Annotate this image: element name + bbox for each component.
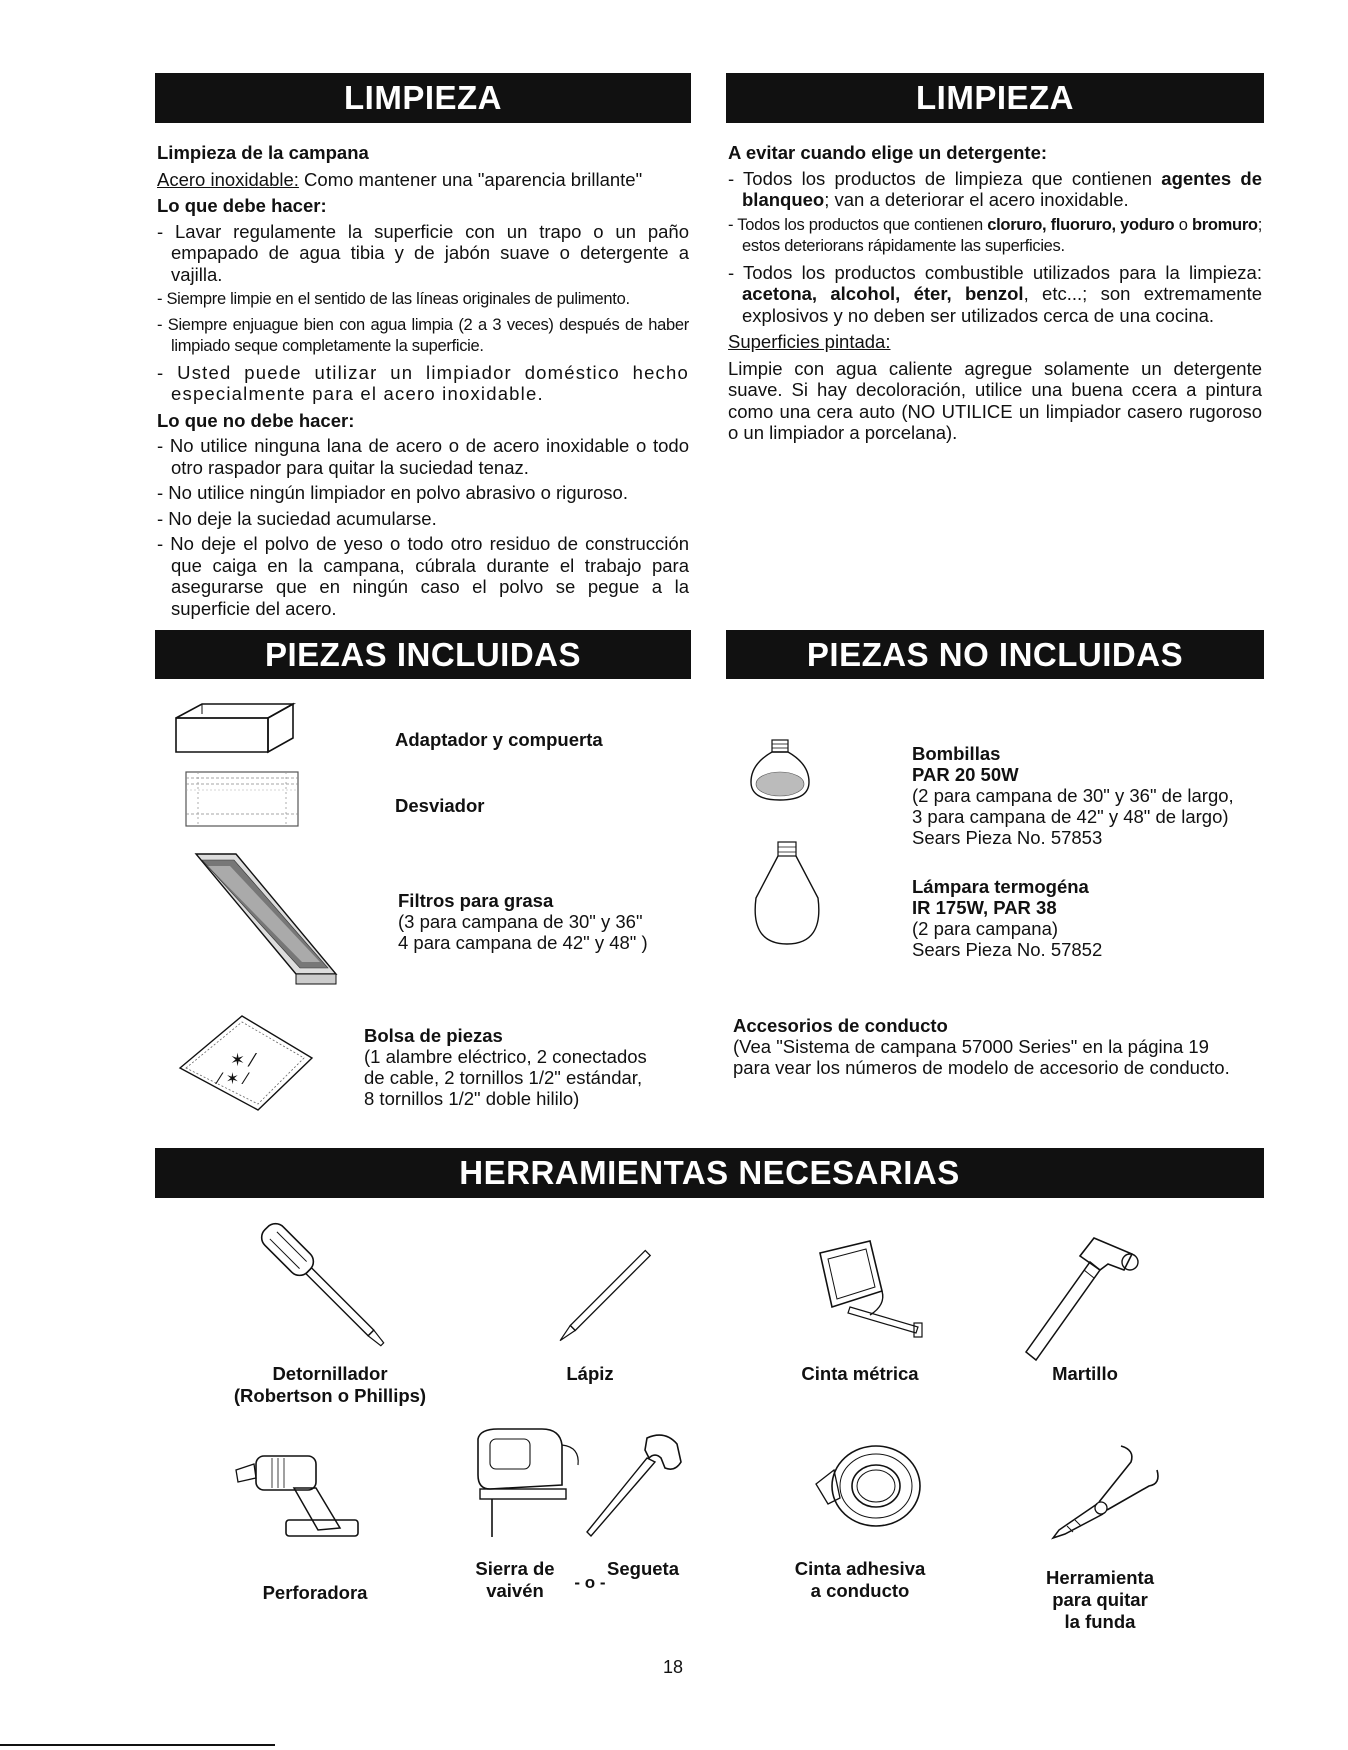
duct-tape-label — [780, 1558, 940, 1602]
jigsaw-icon — [470, 1425, 580, 1540]
deflector-label: Desviador — [395, 795, 485, 816]
duct-accessories-line: para vear los números de modelo de accesorio de conducto. — [733, 1057, 1230, 1078]
parts-bag-line: 8 tornillos 1/2" doble hililo) — [364, 1088, 580, 1109]
parts-bag-illustration — [172, 1010, 322, 1115]
banner-piezas-no-incluidas: PIEZAS NO INCLUIDAS — [726, 630, 1264, 679]
dont-item: - No deje la suciedad acumularse. — [157, 507, 437, 529]
banner-limpieza-right: LIMPIEZA — [726, 73, 1264, 123]
cleaning-left-column — [157, 142, 689, 619]
screwdriver-label-line: Detornillador — [272, 1363, 388, 1384]
jigsaw-label-line: Sierra de — [475, 1558, 555, 1579]
drill-label: Perforadora — [262, 1582, 368, 1603]
do-item: - Lavar regulamente la superficie con un trapo o un paño empapado de agua tibia y de jabón suave o detergente a vajilla. — [157, 220, 689, 285]
or-separator: - o - — [574, 1573, 606, 1592]
duct-tape-label-line: a conducto — [810, 1580, 910, 1601]
banner-limpieza-left: LIMPIEZA — [155, 73, 691, 123]
adapter-label: Adaptador y compuerta — [395, 729, 603, 750]
heat-lamp-line: Sears Pieza No. 57852 — [912, 939, 1103, 960]
do-item: - Usted puede utilizar un limpiador doméstico hecho especialmente para el acero inoxidable. — [157, 361, 689, 404]
jigsaw-label-line: vaivén — [486, 1580, 544, 1601]
duct-accessories-title: Accesorios de conducto — [733, 1015, 948, 1036]
grease-filters-item — [398, 890, 648, 953]
parts-bag-item — [364, 1025, 647, 1109]
do-item: - Siempre enjuague bien con agua limpia (2 a 3 veces) después de haber limpiado seque completamente la superficie. — [157, 315, 689, 355]
detergent-item-chloride: - Todos los productos que contienen cloruro, fluoruro, yoduro o bromuro; estos deteriorans rápidamente las superficies. — [728, 215, 1263, 255]
detergent-item-combustible: - Todos los productos combustible utilizados para la limpieza: acetona, alcohol, éter, benzol, etc...; son extremamente explosivos y no deben ser utilizados cerca de una cocina. — [728, 261, 1263, 326]
screwdriver-label-line: (Robertson o Phillips) — [233, 1385, 427, 1406]
svg-text:✶ ⁄: ✶ ⁄ — [230, 1050, 254, 1071]
parts-bag-title: Bolsa de piezas — [364, 1025, 503, 1046]
duct-tape-label-line: Cinta adhesiva — [794, 1558, 926, 1579]
bulbs-title: Bombillas — [912, 743, 1001, 764]
heat-lamp-model: IR 175W, PAR 38 — [912, 897, 1057, 918]
stainless-text: Como mantener una "aparencia brillante" — [298, 168, 643, 190]
page-number: 18 — [663, 1657, 684, 1677]
bulbs-line: Sears Pieza No. 57853 — [912, 827, 1103, 848]
dont-heading: Lo que no debe hacer: — [157, 409, 355, 431]
par20-bulb-illustration — [745, 738, 815, 804]
deflector-illustration — [184, 768, 302, 830]
dont-item: - No utilice ningún limpiador en polvo abrasivo o riguroso. — [157, 482, 628, 503]
footer-rule — [0, 1744, 275, 1746]
hammer-icon — [1020, 1228, 1155, 1363]
hammer-label: Martillo — [1052, 1363, 1118, 1384]
wire-stripper-label-line: Herramienta — [1046, 1567, 1154, 1588]
wire-stripper-icon — [1045, 1440, 1165, 1545]
painted-heading: Superficies pintada: — [728, 331, 891, 352]
parts-bag-line: (1 alambre eléctrico, 2 conectados — [364, 1046, 647, 1067]
heat-lamp-line: (2 para campana) — [912, 918, 1059, 939]
adapter-damper-illustration — [172, 700, 297, 758]
dont-item: - No deje el polvo de yeso o todo otro residuo de construcción que caiga en la campana, cúbrala durante el trabajo para asegurarse que en ningún caso el polvo se pegue a la superficie del acero. — [157, 533, 689, 619]
detergent-item-bleach: - Todos los productos de limpieza que contienen agentes de blanqueo; van a deteriorar el acero inoxidable. — [728, 167, 1262, 210]
duct-accessories-line: (Vea "Sistema de campana 57000 Series" en la página 19 — [733, 1036, 1209, 1057]
do-item: - Siempre limpie en el sentido de las líneas originales de pulimento. — [157, 290, 630, 308]
banner-herramientas: HERRAMIENTAS NECESARIAS — [155, 1148, 1264, 1198]
grease-filters-title: Filtros para grasa — [398, 890, 554, 911]
bulbs-line: 3 para campana de 42" y 48" de largo) — [912, 806, 1229, 827]
cleaning-title: Limpieza de la campana — [157, 142, 369, 163]
screwdriver-label — [225, 1363, 435, 1407]
bulbs-item — [912, 743, 1234, 848]
bulbs-model: PAR 20 50W — [912, 764, 1019, 785]
stainless-subtitle — [157, 169, 689, 191]
dont-item: - No utilice ninguna lana de acero o de acero inoxidable o todo otro raspador para quitar la suciedad tenaz. — [157, 435, 689, 478]
svg-text:⁄ ✶ ⁄: ⁄ ✶ ⁄ — [218, 1069, 247, 1088]
drill-icon — [232, 1440, 372, 1540]
grease-filters-line: (3 para campana de 30" y 36" — [398, 911, 643, 932]
pencil-label: Lápiz — [566, 1363, 614, 1384]
keyhole-saw-icon — [585, 1428, 685, 1538]
grease-filters-line: 4 para campana de 42" y 48" ) — [398, 932, 648, 953]
wire-stripper-label-line: para quitar — [1052, 1589, 1148, 1610]
screwdriver-icon — [250, 1212, 400, 1362]
do-heading: Lo que debe hacer: — [157, 195, 327, 216]
tape-measure-label: Cinta métrica — [801, 1363, 919, 1384]
stainless-label: Acero inoxidable: — [157, 168, 299, 190]
duct-tape-icon — [810, 1440, 930, 1540]
duct-accessories-item — [733, 1015, 1263, 1078]
wire-stripper-label-line: la funda — [1064, 1611, 1136, 1632]
parts-bag-line: de cable, 2 tornillos 1/2" estándar, — [364, 1067, 643, 1088]
painted-text: Limpie con agua caliente agregue solamente un detergente suave. Si hay decoloración, utilice una buena ccera a pintura como una cera auto (NO UTILICE un limpiador casero rugoroso o un limpiador a porcelana). — [728, 357, 1262, 443]
cleaning-right-column — [728, 142, 1262, 444]
pencil-icon — [545, 1245, 655, 1355]
wire-stripper-label — [1030, 1567, 1170, 1633]
heat-lamp-title: Lámpara termogéna — [912, 876, 1089, 897]
grease-filter-illustration — [192, 850, 340, 990]
banner-piezas-incluidas: PIEZAS INCLUIDAS — [155, 630, 691, 679]
heat-lamp-illustration — [748, 840, 828, 948]
keyhole-saw-label: Segueta — [607, 1558, 679, 1579]
bulbs-line: (2 para campana de 30" y 36" de largo, — [912, 785, 1234, 806]
detergent-heading: A evitar cuando elige un detergente: — [728, 142, 1048, 163]
tape-measure-icon — [800, 1235, 930, 1345]
jigsaw-label — [460, 1558, 570, 1602]
heat-lamp-item — [912, 876, 1102, 960]
